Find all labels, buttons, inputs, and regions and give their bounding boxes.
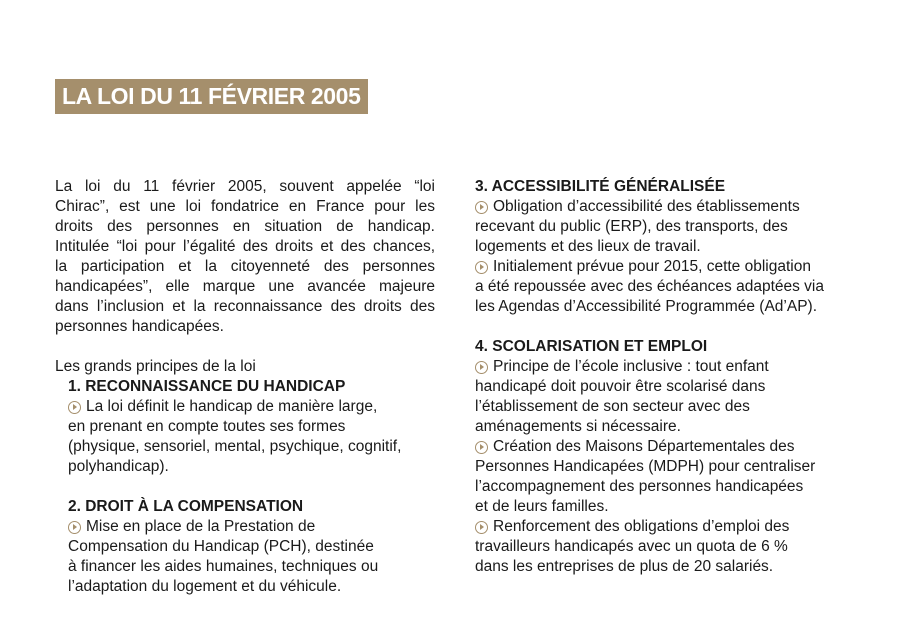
section-title: 4. SCOLARISATION ET EMPLOI xyxy=(475,338,708,355)
bullet-text: Obligation d’accessibilité des établissements xyxy=(493,198,800,215)
section-title: 2. DROIT À LA COMPENSATION xyxy=(68,498,304,515)
bullet-text: handicapé doit pouvoir être scolarisé dans xyxy=(475,378,766,395)
circled-arrow-right-icon xyxy=(475,261,488,274)
bullet-text: travailleurs handicapés avec un quota de 6 % xyxy=(475,538,788,555)
bullet-text: l’accompagnement des personnes handicapées xyxy=(475,478,804,495)
bullet-text: Mise en place de la Prestation de xyxy=(86,518,316,535)
bullet-text: en prenant en compte toutes ses formes xyxy=(68,418,346,435)
bullet-item xyxy=(475,357,855,377)
bullet-item xyxy=(68,517,435,537)
bullet-text: les Agendas d’Accessibilité Programmée (Ad’AP). xyxy=(475,298,818,315)
bullet-text: polyhandicap). xyxy=(68,458,169,475)
bullet-text: Initialement prévue pour 2015, cette obligation xyxy=(493,258,811,275)
section-compensation xyxy=(55,497,435,597)
bullet-text: aménagements si nécessaire. xyxy=(475,418,681,435)
spacer xyxy=(55,477,435,497)
principles-heading: Les grands principes de la loi xyxy=(55,358,256,375)
circled-arrow-right-icon xyxy=(475,521,488,534)
bullet-text: Renforcement des obligations d’emploi des xyxy=(493,518,790,535)
bullet-text: l’établissement de son secteur avec des xyxy=(475,398,750,415)
bullet-item xyxy=(68,397,435,417)
bullet-text: à financer les aides humaines, techniques ou xyxy=(68,558,379,575)
bullet-text: dans les entreprises de plus de 20 salariés. xyxy=(475,558,774,575)
intro-line: Chirac”, est une loi fondatrice en France pour les xyxy=(55,198,435,215)
section-reconnaissance xyxy=(55,377,435,477)
bullet-text: (physique, sensoriel, mental, psychique, cognitif, xyxy=(68,438,402,455)
circled-arrow-right-icon xyxy=(475,361,488,374)
bullet-item xyxy=(475,517,855,537)
circled-arrow-right-icon xyxy=(68,521,81,534)
spacer xyxy=(475,317,855,337)
section-scolarisation-emploi xyxy=(475,337,855,577)
bullet-item xyxy=(475,257,855,277)
intro-paragraph xyxy=(55,177,435,337)
bullet-item xyxy=(475,197,855,217)
spacer xyxy=(55,337,435,357)
bullet-text: recevant du public (ERP), des transports, des xyxy=(475,218,788,235)
bullet-text: La loi définit le handicap de manière large, xyxy=(86,398,378,415)
intro-line: handicapées”, elle marque une avancée majeure xyxy=(55,278,435,295)
intro-line: La loi du 11 février 2005, souvent appelée “loi xyxy=(55,178,435,195)
circled-arrow-right-icon xyxy=(68,401,81,414)
page-title: LA LOI DU 11 FÉVRIER 2005 xyxy=(55,79,368,114)
bullet-text: l’adaptation du logement et du véhicule. xyxy=(68,578,342,595)
bullet-text: Création des Maisons Départementales des xyxy=(493,438,795,455)
circled-arrow-right-icon xyxy=(475,441,488,454)
section-title: 1. RECONNAISSANCE DU HANDICAP xyxy=(68,378,346,395)
bullet-text: Principe de l’école inclusive : tout enfant xyxy=(493,358,769,375)
bullet-text: Personnes Handicapées (MDPH) pour centraliser xyxy=(475,458,816,475)
bullet-item xyxy=(475,437,855,457)
bullet-text: a été repoussée avec des échéances adaptées via xyxy=(475,278,824,295)
circled-arrow-right-icon xyxy=(475,201,488,214)
right-column xyxy=(475,177,855,577)
section-accessibilite xyxy=(475,177,855,317)
bullet-text: Compensation du Handicap (PCH), destinée xyxy=(68,538,374,555)
bullet-text: et de leurs familles. xyxy=(475,498,609,515)
intro-line: droits des personnes en situation de handicap. xyxy=(55,218,435,235)
intro-line: personnes handicapées. xyxy=(55,318,224,335)
intro-line: la participation et la citoyenneté des personnes xyxy=(55,258,435,275)
bullet-text: logements et des lieux de travail. xyxy=(475,238,701,255)
intro-line: dans l’inclusion et la reconnaissance des droits des xyxy=(55,298,435,315)
left-column xyxy=(55,177,435,597)
intro-line: Intitulée “loi pour l’égalité des droits et des chances, xyxy=(55,238,435,255)
section-title: 3. ACCESSIBILITÉ GÉNÉRALISÉE xyxy=(475,178,726,195)
